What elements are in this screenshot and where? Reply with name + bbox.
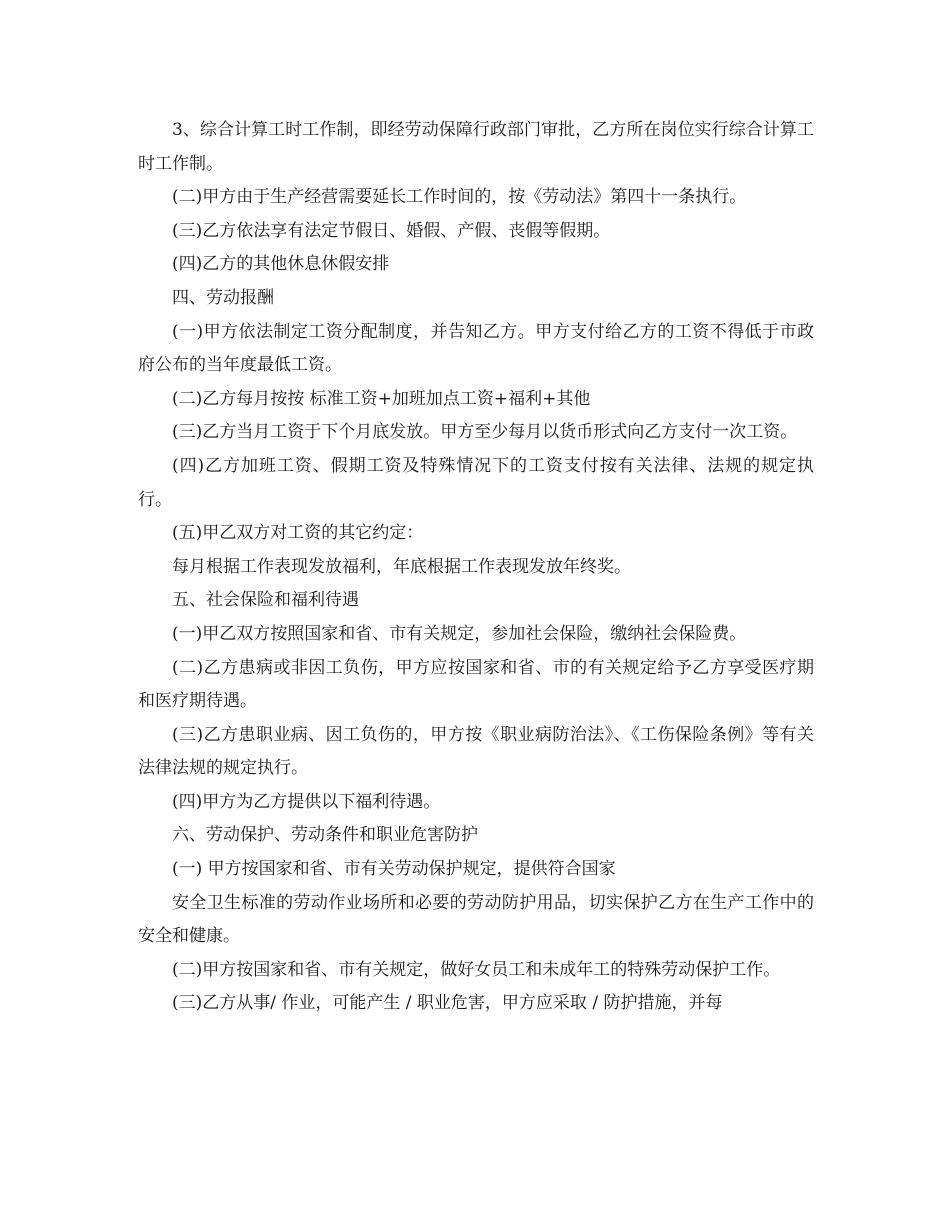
paragraph-3: (三)乙方依法享有法定节假日、婚假、产假、丧假等假期。	[172, 220, 611, 241]
paragraph-6: (一)甲方依法制定工资分配制度，并告知乙方。甲方支付给乙方的工资不得低于市政府公布的当年度最低工资。	[138, 321, 814, 376]
paragraph-10: (五)甲乙双方对工资的其它约定：	[172, 523, 424, 544]
paragraph-20: (二)甲方按国家和省、市有关规定，做好女员工和未成年工的特殊劳动保护工作。	[172, 959, 781, 980]
section-heading-6: 六、劳动保护、劳动条件和职业危害防护	[172, 825, 478, 846]
paragraph-8: (三)乙方当月工资于下个月底发放。甲方至少每月以货币形式向乙方支付一次工资。	[172, 422, 798, 443]
section-heading-5: 五、社会保险和福利待遇	[172, 590, 359, 611]
paragraph-15: (三)乙方患职业病、因工负伤的，甲方按《职业病防治法》、《工伤保险条例》等有关法律法规的规定执行。	[138, 724, 814, 779]
document-body	[138, 114, 814, 1021]
paragraph-4: (四)乙方的其他休息休假安排	[172, 254, 390, 275]
paragraph-2: (二)甲方由于生产经营需要延长工作时间的，按《劳动法》第四十一条执行。	[172, 187, 747, 208]
paragraph-1: 3、综合计算工时工作制，即经劳动保障行政部门审批，乙方所在岗位实行综合计算工时工作制。	[138, 120, 814, 174]
paragraph-21: (三)乙方从事/ 作业，可能产生 / 职业危害，甲方应采取 / 防护措施，并每	[172, 993, 723, 1014]
paragraph-19: 安全卫生标准的劳动作业场所和必要的劳动防护用品，切实保护乙方在生产工作中的安全和健康。	[138, 892, 814, 947]
paragraph-11: 每月根据工作表现发放福利，年底根据工作表现发放年终奖。	[172, 556, 631, 577]
paragraph-14: (二)乙方患病或非因工负伤，甲方应按国家和省、市的有关规定给予乙方享受医疗期和医疗期待遇。	[138, 657, 814, 712]
paragraph-13: (一)甲乙双方按照国家和省、市有关规定，参加社会保险，缴纳社会保险费。	[172, 623, 747, 644]
paragraph-18: (一) 甲方按国家和省、市有关劳动保护规定，提供符合国家	[172, 859, 616, 880]
paragraph-16: (四)甲方为乙方提供以下福利待遇。	[172, 791, 441, 812]
paragraph-7: (二)乙方每月按按 标准工资+加班加点工资+福利+其他	[172, 388, 591, 409]
paragraph-9: (四)乙方加班工资、假期工资及特殊情况下的工资支付按有关法律、法规的规定执行。	[138, 455, 814, 510]
section-heading-4: 四、劳动报酬	[172, 287, 274, 308]
